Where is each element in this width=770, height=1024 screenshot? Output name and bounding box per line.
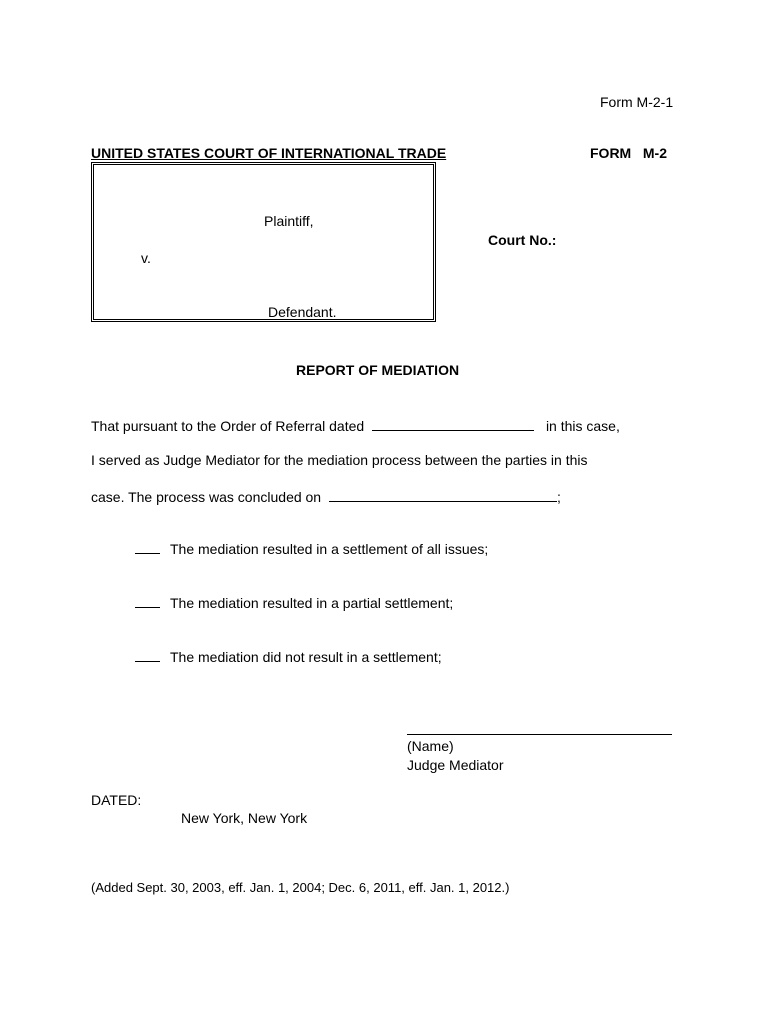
signature-role: Judge Mediator bbox=[407, 757, 504, 773]
plaintiff-label: Plaintiff, bbox=[264, 213, 314, 229]
form-label: FORM M-2 bbox=[590, 145, 667, 161]
checkbox-blank[interactable] bbox=[135, 649, 160, 662]
option-label: The mediation resulted in a settlement of all issues; bbox=[170, 541, 489, 557]
option-full-settlement[interactable] bbox=[135, 541, 488, 557]
signature-name: (Name) bbox=[407, 738, 454, 754]
case-caption-box bbox=[91, 162, 436, 322]
dated-label: DATED: bbox=[91, 792, 142, 808]
signature-line[interactable] bbox=[407, 734, 672, 735]
option-no-settlement[interactable] bbox=[135, 649, 442, 665]
option-label: The mediation resulted in a partial settlement; bbox=[170, 595, 454, 611]
referral-text-end: in this case, bbox=[545, 418, 620, 434]
defendant-label: Defendant. bbox=[268, 304, 337, 320]
concluded-line bbox=[91, 487, 561, 505]
checkbox-blank[interactable] bbox=[135, 595, 160, 608]
option-label: The mediation did not result in a settlement; bbox=[170, 649, 442, 665]
mediator-line: I served as Judge Mediator for the mediation process between the parties in this bbox=[91, 452, 588, 468]
referral-line bbox=[91, 416, 620, 434]
court-number-label: Court No.: bbox=[488, 232, 557, 248]
report-title: REPORT OF MEDIATION bbox=[296, 362, 460, 378]
amendment-footnote: (Added Sept. 30, 2003, eff. Jan. 1, 2004; Dec. 6, 2011, eff. Jan. 1, 2012.) bbox=[91, 880, 510, 895]
form-id: Form M-2-1 bbox=[600, 94, 674, 110]
concluded-date-field[interactable] bbox=[329, 487, 557, 502]
dated-place: New York, New York bbox=[181, 810, 308, 826]
referral-date-field[interactable] bbox=[372, 416, 534, 431]
versus-label: v. bbox=[141, 250, 151, 266]
referral-text: That pursuant to the Order of Referral dated bbox=[91, 418, 365, 434]
option-partial-settlement[interactable] bbox=[135, 595, 453, 611]
concluded-text-end: ; bbox=[557, 489, 561, 505]
court-name: UNITED STATES COURT OF INTERNATIONAL TRADE bbox=[91, 145, 447, 161]
concluded-text: case. The process was concluded on bbox=[91, 489, 322, 505]
checkbox-blank[interactable] bbox=[135, 541, 160, 554]
